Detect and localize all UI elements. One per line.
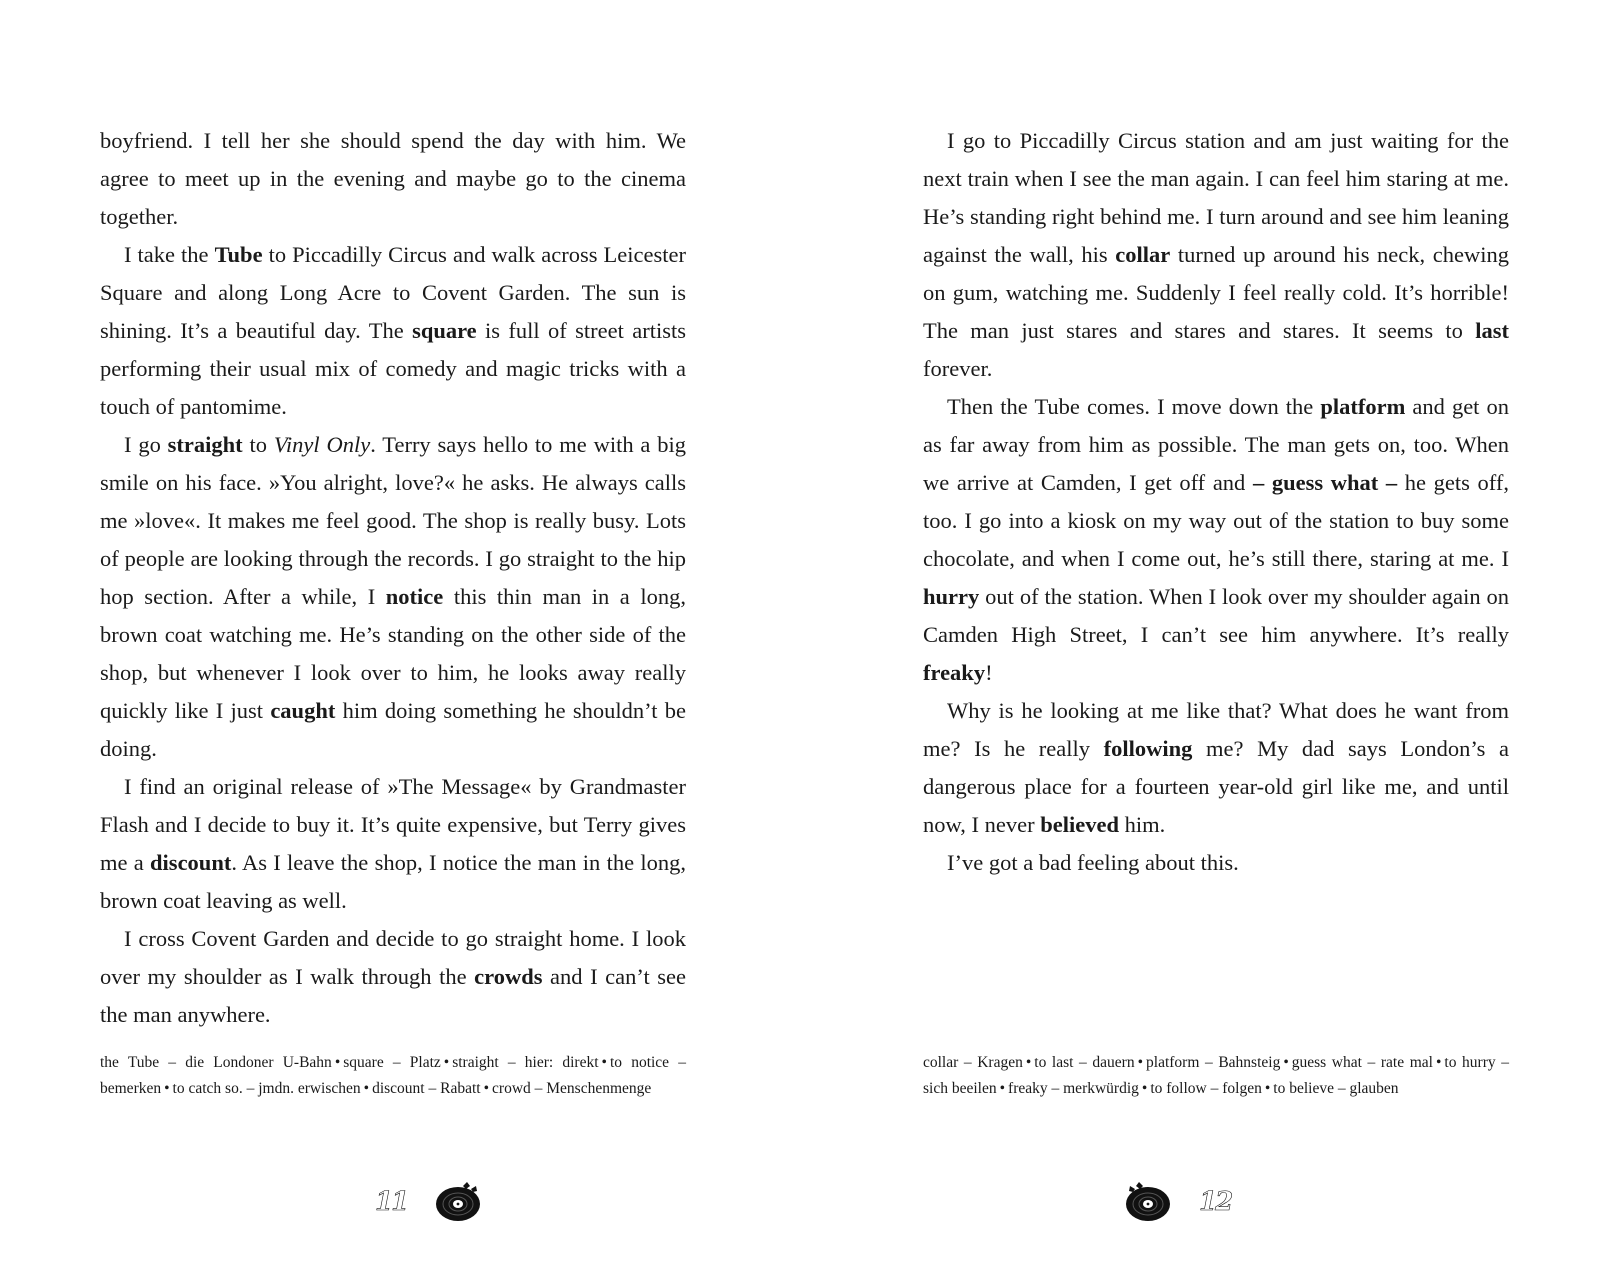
paragraph	[100, 920, 686, 1034]
paragraph	[923, 692, 1509, 844]
glossary-term: – guess what –	[1252, 470, 1398, 495]
text-run: I find an original release of »The Message« by Grandmaster Flash and I decide to buy it. It’s quite expensive, but Terry gives me a	[100, 774, 686, 875]
text-run: I go to Piccadilly Circus station and am just waiting for the next train when I see the man again. I can feel him staring at me. He’s standing right behind me. I turn around and see him leaning against the wall, his	[923, 128, 1509, 267]
page-number-left: 11	[375, 1187, 408, 1217]
text-run: !	[985, 660, 993, 685]
left-page-text	[100, 122, 686, 1050]
bullet-separator: •	[1264, 1080, 1271, 1097]
glossary-entry: straight – hier: direkt	[452, 1054, 599, 1071]
paragraph	[923, 844, 1509, 882]
glossary-term: believed	[1040, 812, 1119, 837]
glossary-entry: collar – Kragen	[923, 1054, 1023, 1071]
text-run: . As I leave the shop, I notice the man in the long, brown coat leaving as well.	[100, 850, 686, 913]
text-run: out of the station. When I look over my shoulder again on Camden High Street, I can’t see him anywhere. It’s really	[923, 584, 1509, 647]
vinyl-record-icon	[1123, 1180, 1173, 1224]
text-run: I take the	[124, 242, 215, 267]
bullet-separator: •	[443, 1054, 450, 1071]
bullet-separator: •	[1137, 1054, 1144, 1071]
text-run: this thin man in a long, brown coat watching me. He’s standing on the other side of the shop, but whenever I look over to him, he looks away really quickly like I just	[100, 584, 686, 723]
glossary-term: Tube	[214, 242, 263, 267]
glossary-term: crowds	[474, 964, 543, 989]
paragraph	[100, 236, 686, 426]
glossary-entry: to believe – glauben	[1273, 1080, 1399, 1097]
bullet-separator: •	[164, 1080, 170, 1097]
glossary-entry: to hurry – sich beeilen	[923, 1054, 1509, 1097]
bullet-separator: •	[334, 1054, 341, 1071]
vinyl-record-icon	[433, 1180, 483, 1224]
glossary-term: caught	[270, 698, 336, 723]
glossary-entry: to last – dauern	[1034, 1054, 1135, 1071]
glossary-term: platform	[1320, 394, 1406, 419]
glossary-term: straight	[167, 432, 243, 457]
right-page	[923, 122, 1509, 1102]
page-number-right: 12	[1199, 1187, 1232, 1217]
glossary-term: collar	[1115, 242, 1171, 267]
paragraph	[100, 122, 686, 236]
left-folio	[375, 1180, 483, 1224]
glossary-term: square	[412, 318, 477, 343]
glossary-term: freaky	[923, 660, 986, 685]
glossary-entry: freaky – merkwürdig	[1008, 1080, 1139, 1097]
bullet-separator: •	[363, 1080, 370, 1097]
text-run: I cross Covent Garden and decide to go straight home. I look over my shoulder as I walk through the	[100, 926, 686, 989]
text-run: to	[242, 432, 274, 457]
paragraph	[923, 388, 1509, 692]
glossary-term: following	[1103, 736, 1193, 761]
glossary-entry: platform – Bahnsteig	[1146, 1054, 1281, 1071]
italic-text: Vinyl Only	[273, 432, 371, 457]
paragraph	[923, 122, 1509, 388]
text-run: and I can’t see the man anywhere.	[100, 964, 686, 1027]
bullet-separator: •	[1141, 1080, 1148, 1097]
text-run: forever.	[923, 356, 993, 381]
glossary-entry: the Tube – die Londoner U-Bahn	[100, 1054, 332, 1071]
bullet-separator: •	[1025, 1054, 1032, 1071]
text-run: . Terry says hello to me with a big smile on his face. »You alright, love?« he asks. He always calls me »love«. It makes me feel good. The shop is really busy. Lots of people are looking through the records. I go straight to the hip hop section. After a while, I	[100, 432, 686, 609]
glossary-term: notice	[385, 584, 444, 609]
text-run: is full of street artists performing their usual mix of comedy and magic tricks with a touch of pantomime.	[100, 318, 686, 419]
text-run: turned up around his neck, chewing on gum, watching me. Suddenly I feel really cold. It’s horrible! The man just stares and stares and stares. It seems to	[923, 242, 1509, 343]
paragraph	[100, 426, 686, 768]
text-run: he gets off, too. I go into a kiosk on my way out of the station to buy some chocolate, and when I come out, he’s still there, staring at me. I	[923, 470, 1509, 571]
text-run: him.	[1119, 812, 1166, 837]
text-run: him doing something he shouldn’t be doing.	[100, 698, 686, 761]
glossary-entry: to catch so. – jmdn. erwischen	[172, 1080, 361, 1097]
text-run: Why is he looking at me like that? What does he want from me? Is he really	[923, 698, 1509, 761]
text-run: I go	[124, 432, 168, 457]
glossary-term: hurry	[923, 584, 980, 609]
right-page-glossary	[923, 1050, 1509, 1102]
left-page	[100, 122, 686, 1102]
text-run: I’ve got a bad feeling about this.	[947, 850, 1239, 875]
left-page-glossary	[100, 1050, 686, 1102]
paragraph	[100, 768, 686, 920]
right-page-text	[923, 122, 1509, 1050]
glossary-entry: to notice – bemerken	[100, 1054, 686, 1097]
glossary-entry: square – Platz	[343, 1054, 441, 1071]
bullet-separator: •	[601, 1054, 607, 1071]
text-run: Then the Tube comes. I move down the	[947, 394, 1321, 419]
right-folio	[1123, 1180, 1231, 1224]
glossary-entry: to follow – folgen	[1150, 1080, 1262, 1097]
text-run: and get on as far away from him as possible. The man gets on, too. When we arrive at Camden, I get off and	[923, 394, 1509, 495]
bullet-separator: •	[999, 1080, 1006, 1097]
glossary-entry: guess what – rate mal	[1291, 1054, 1433, 1071]
glossary-entry: crowd – Menschenmenge	[492, 1080, 652, 1097]
glossary-term: last	[1475, 318, 1509, 343]
text-run: to Piccadilly Circus and walk across Leicester Square and along Long Acre to Covent Garden. The sun is shining. It’s a beautiful day. The	[100, 242, 686, 343]
bullet-separator: •	[483, 1080, 490, 1097]
text-run: boyfriend. I tell her she should spend the day with him. We agree to meet up in the evening and maybe go to the cinema together.	[100, 128, 686, 229]
glossary-entry: discount – Rabatt	[372, 1080, 481, 1097]
bullet-separator: •	[1435, 1054, 1442, 1071]
bullet-separator: •	[1283, 1054, 1289, 1071]
text-run: me? My dad says London’s a dangerous place for a fourteen year-old girl like me, and until now, I never	[923, 736, 1509, 837]
glossary-term: discount	[150, 850, 232, 875]
